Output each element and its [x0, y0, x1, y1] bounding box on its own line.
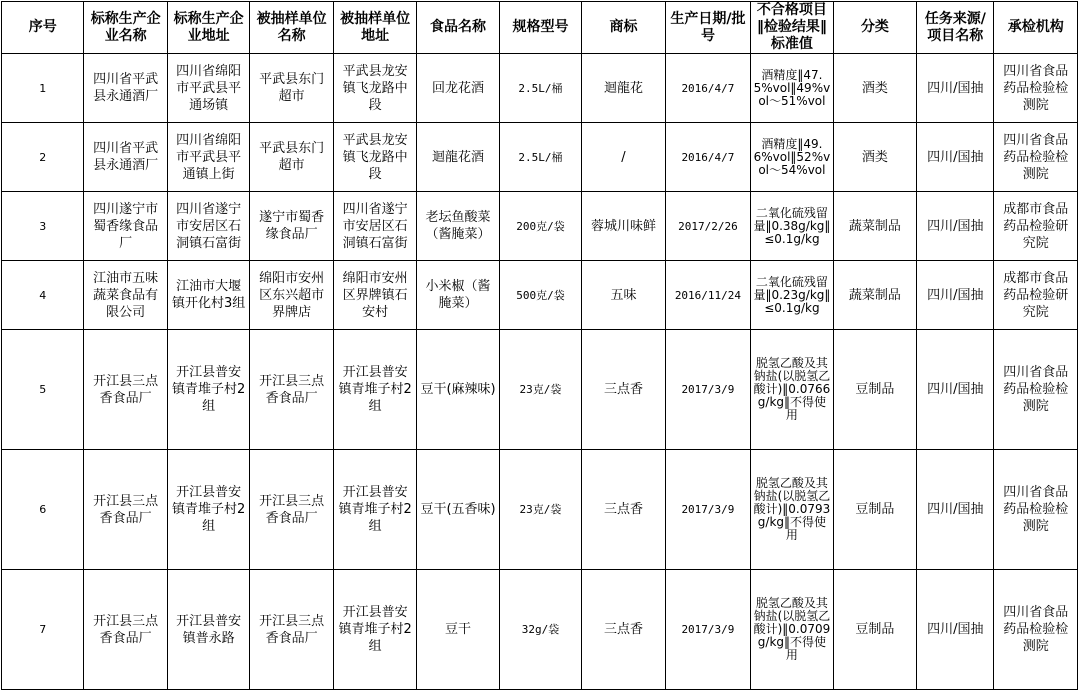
cell-index: 2: [2, 123, 84, 192]
cell-production-date: 2016/4/7: [665, 123, 751, 192]
cell-brand: 三点香: [582, 570, 665, 690]
header-row: [2, 2, 1078, 54]
cell-food-name: 豆干(五香味): [417, 450, 499, 570]
cell-category: 酒类: [833, 54, 916, 123]
cell-brand: 五味: [582, 261, 665, 330]
cell-sampled-unit-name: 开江县三点香食品厂: [250, 570, 333, 690]
cell-food-name: 豆干(麻辣味): [417, 330, 499, 450]
cell-index: 7: [2, 570, 84, 690]
cell-production-date: 2017/3/9: [665, 330, 751, 450]
cell-lab: 四川省食品药品检验检测院: [994, 570, 1078, 690]
header-index: 序号: [2, 2, 84, 54]
header-failed-item: 不合格项目‖检验结果‖标准值: [751, 2, 833, 54]
cell-maker-address: 四川省遂宁市安居区石洞镇石富街: [167, 192, 249, 261]
cell-spec: 500克/袋: [499, 261, 581, 330]
header-brand: 商标: [582, 2, 665, 54]
cell-sampled-unit-address: 开江县普安镇青堆子村2组: [333, 330, 416, 450]
cell-category: 酒类: [833, 123, 916, 192]
cell-failed-item: 脱氢乙酸及其钠盐(以脱氢乙酸计)‖0.0709g/kg‖不得使用: [751, 570, 833, 690]
cell-category: 蔬菜制品: [833, 261, 916, 330]
cell-failed-item: 脱氢乙酸及其钠盐(以脱氢乙酸计)‖0.0793g/kg‖不得使用: [751, 450, 833, 570]
cell-task-source: 四川/国抽: [917, 54, 994, 123]
sampling-results-table: [1, 1, 1078, 690]
cell-food-name: 豆干: [417, 570, 499, 690]
cell-brand: 三点香: [582, 330, 665, 450]
table-row: [2, 123, 1078, 192]
cell-maker-address: 江油市大堰镇开化村3组: [167, 261, 249, 330]
cell-sampled-unit-address: 平武县龙安镇飞龙路中段: [333, 54, 416, 123]
cell-lab: 四川省食品药品检验检测院: [994, 54, 1078, 123]
cell-maker-name: 开江县三点香食品厂: [84, 450, 167, 570]
cell-task-source: 四川/国抽: [917, 450, 994, 570]
cell-brand: 三点香: [582, 450, 665, 570]
cell-maker-name: 开江县三点香食品厂: [84, 330, 167, 450]
cell-maker-name: 四川省平武县永通酒厂: [84, 123, 167, 192]
header-food-name: 食品名称: [417, 2, 499, 54]
cell-spec: 23克/袋: [499, 330, 581, 450]
cell-maker-address: 开江县普安镇青堆子村2组: [167, 330, 249, 450]
header-spec: 规格型号: [499, 2, 581, 54]
cell-brand: /: [582, 123, 665, 192]
cell-task-source: 四川/国抽: [917, 261, 994, 330]
cell-sampled-unit-address: 开江县普安镇青堆子村2组: [333, 450, 416, 570]
cell-task-source: 四川/国抽: [917, 330, 994, 450]
cell-task-source: 四川/国抽: [917, 123, 994, 192]
header-task-source: 任务来源/项目名称: [917, 2, 994, 54]
cell-maker-address: 四川省绵阳市平武县平通场镇: [167, 54, 249, 123]
cell-failed-item: 酒精度‖49.6%vol‖52%vol～54%vol: [751, 123, 833, 192]
cell-sampled-unit-address: 平武县龙安镇飞龙路中段: [333, 123, 416, 192]
cell-maker-name: 四川省平武县永通酒厂: [84, 54, 167, 123]
cell-category: 豆制品: [833, 570, 916, 690]
cell-production-date: 2017/3/9: [665, 450, 751, 570]
header-production-date: 生产日期/批号: [665, 2, 751, 54]
cell-maker-address: 开江县普安镇普永路: [167, 570, 249, 690]
cell-sampled-unit-address: 绵阳市安州区界牌镇石安村: [333, 261, 416, 330]
table-row: [2, 54, 1078, 123]
cell-food-name: 老坛鱼酸菜（酱腌菜）: [417, 192, 499, 261]
cell-category: 豆制品: [833, 450, 916, 570]
cell-spec: 2.5L/桶: [499, 54, 581, 123]
cell-lab: 成都市食品药品检验研究院: [994, 261, 1078, 330]
cell-failed-item: 酒精度‖47.5%vol‖49%vol～51%vol: [751, 54, 833, 123]
cell-production-date: 2017/2/26: [665, 192, 751, 261]
cell-sampled-unit-address: 四川省遂宁市安居区石洞镇石富街: [333, 192, 416, 261]
cell-spec: 200克/袋: [499, 192, 581, 261]
table-row: [2, 570, 1078, 690]
cell-index: 4: [2, 261, 84, 330]
cell-maker-address: 四川省绵阳市平武县平通镇上街: [167, 123, 249, 192]
table-body: [2, 54, 1078, 690]
cell-spec: 2.5L/桶: [499, 123, 581, 192]
cell-failed-item: 二氧化硫残留量‖0.23g/kg‖≤0.1g/kg: [751, 261, 833, 330]
cell-spec: 32g/袋: [499, 570, 581, 690]
cell-maker-name: 开江县三点香食品厂: [84, 570, 167, 690]
cell-lab: 四川省食品药品检验检测院: [994, 123, 1078, 192]
header-maker-address: 标称生产企业地址: [167, 2, 249, 54]
cell-index: 5: [2, 330, 84, 450]
header-sampled-unit-address: 被抽样单位地址: [333, 2, 416, 54]
table-row: [2, 330, 1078, 450]
cell-failed-item: 脱氢乙酸及其钠盐(以脱氢乙酸计)‖0.0766g/kg‖不得使用: [751, 330, 833, 450]
table-header: [2, 2, 1078, 54]
cell-sampled-unit-name: 开江县三点香食品厂: [250, 450, 333, 570]
cell-category: 豆制品: [833, 330, 916, 450]
header-lab: 承检机构: [994, 2, 1078, 54]
cell-failed-item: 二氧化硫残留量‖0.38g/kg‖≤0.1g/kg: [751, 192, 833, 261]
cell-production-date: 2017/3/9: [665, 570, 751, 690]
header-sampled-unit-name: 被抽样单位名称: [250, 2, 333, 54]
cell-lab: 成都市食品药品检验研究院: [994, 192, 1078, 261]
header-category: 分类: [833, 2, 916, 54]
table-row: [2, 450, 1078, 570]
cell-index: 1: [2, 54, 84, 123]
cell-lab: 四川省食品药品检验检测院: [994, 450, 1078, 570]
cell-index: 3: [2, 192, 84, 261]
table-row: [2, 192, 1078, 261]
cell-index: 6: [2, 450, 84, 570]
cell-maker-address: 开江县普安镇青堆子村2组: [167, 450, 249, 570]
cell-brand: 蓉城川味鲜: [582, 192, 665, 261]
cell-brand: 迴龍花: [582, 54, 665, 123]
cell-task-source: 四川/国抽: [917, 192, 994, 261]
cell-sampled-unit-name: 平武县东门超市: [250, 54, 333, 123]
cell-production-date: 2016/4/7: [665, 54, 751, 123]
table-row: [2, 261, 1078, 330]
header-maker-name: 标称生产企业名称: [84, 2, 167, 54]
cell-spec: 23克/袋: [499, 450, 581, 570]
cell-category: 蔬菜制品: [833, 192, 916, 261]
cell-sampled-unit-name: 绵阳市安州区东兴超市界牌店: [250, 261, 333, 330]
cell-maker-name: 四川遂宁市蜀香缘食品厂: [84, 192, 167, 261]
cell-production-date: 2016/11/24: [665, 261, 751, 330]
cell-food-name: 迴龍花酒: [417, 123, 499, 192]
cell-sampled-unit-name: 平武县东门超市: [250, 123, 333, 192]
cell-food-name: 回龙花酒: [417, 54, 499, 123]
cell-sampled-unit-name: 遂宁市蜀香缘食品厂: [250, 192, 333, 261]
cell-task-source: 四川/国抽: [917, 570, 994, 690]
cell-food-name: 小米椒（酱腌菜）: [417, 261, 499, 330]
cell-lab: 四川省食品药品检验检测院: [994, 330, 1078, 450]
cell-sampled-unit-address: 开江县普安镇青堆子村2组: [333, 570, 416, 690]
cell-sampled-unit-name: 开江县三点香食品厂: [250, 330, 333, 450]
cell-maker-name: 江油市五味蔬菜食品有限公司: [84, 261, 167, 330]
